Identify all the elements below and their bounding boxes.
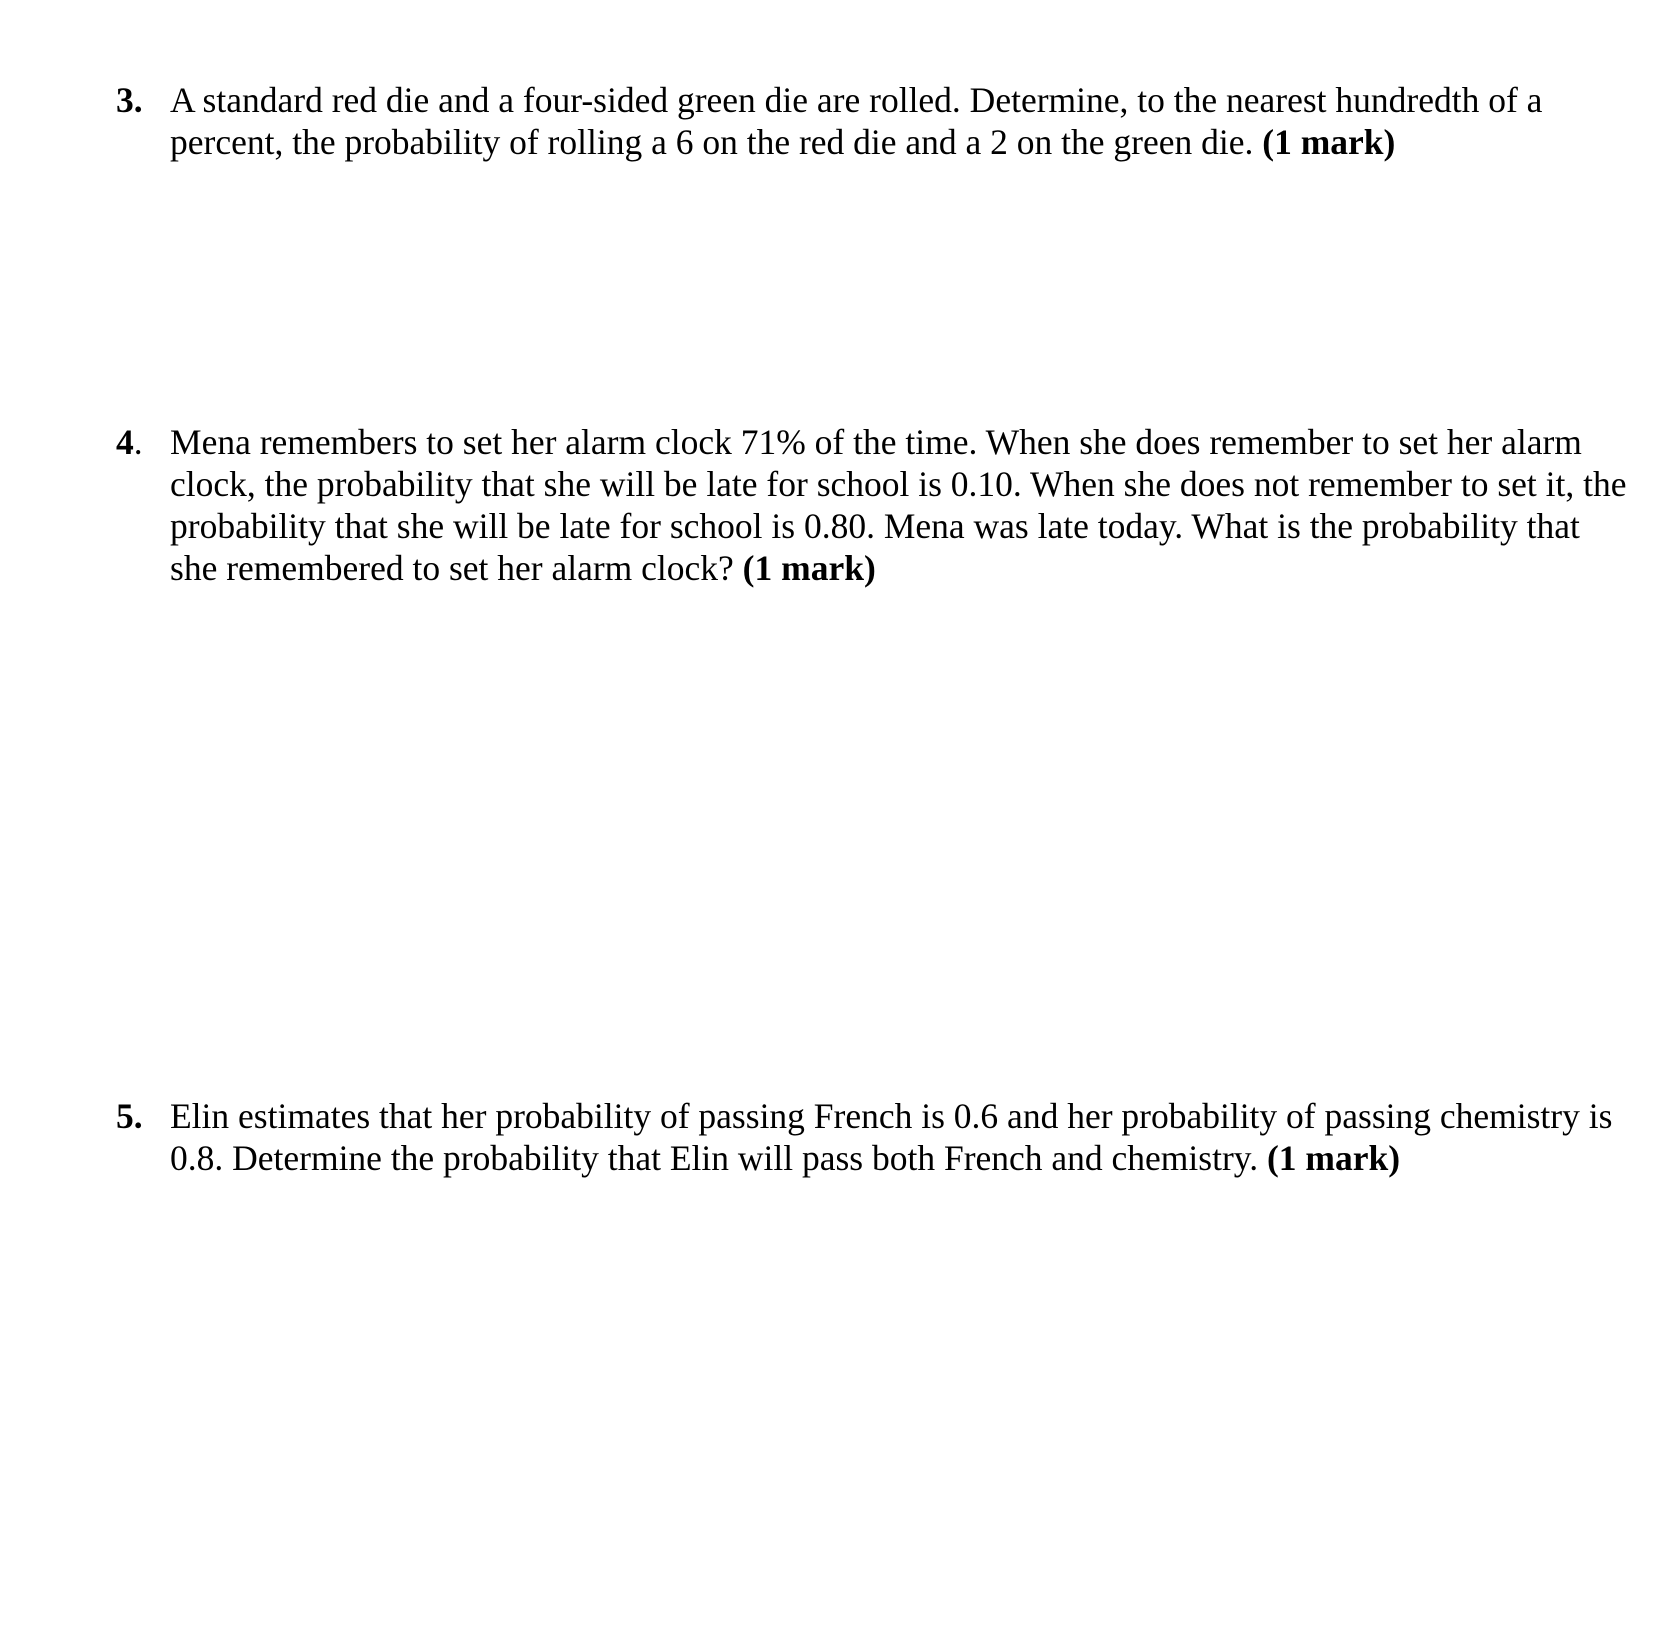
question-4-number-suffix: . — [133, 422, 143, 462]
question-4-mark: (1 mark) — [742, 548, 876, 588]
question-3 — [116, 79, 1636, 163]
question-5 — [116, 1095, 1636, 1179]
question-3-mark: (1 mark) — [1262, 122, 1396, 162]
question-3-number: 3. — [116, 80, 143, 120]
question-5-mark: (1 mark) — [1266, 1138, 1401, 1178]
question-4-number-wrapper — [116, 421, 143, 463]
question-5-number: 5. — [116, 1096, 143, 1136]
question-5-text: Elin estimates that her probability of passing French is 0.6 and her probability of passing chemistry is 0.8. Determine the probability that Elin will pass both French and chemistry. — [170, 1096, 1613, 1178]
question-3-text: A standard red die and a four-sided green die are rolled. Determine, to the nearest hundredth of a percent, the probability of rolling a 6 on the red die and a 2 on the green die. — [170, 80, 1543, 162]
question-4-body — [170, 421, 1636, 589]
question-4-text: Mena remembers to set her alarm clock 71% of the time. When she does remember to set her alarm clock, the probability that she will be late for school is 0.10. When she does not remember to set it, the probability that she will be late for school is 0.80. Mena was late today. What is the probability that she remembered to set her alarm clock? — [170, 422, 1627, 588]
question-4 — [116, 421, 1636, 589]
question-5-body — [170, 1095, 1636, 1179]
question-4-number: 4 — [116, 422, 134, 462]
question-3-body — [170, 79, 1636, 163]
